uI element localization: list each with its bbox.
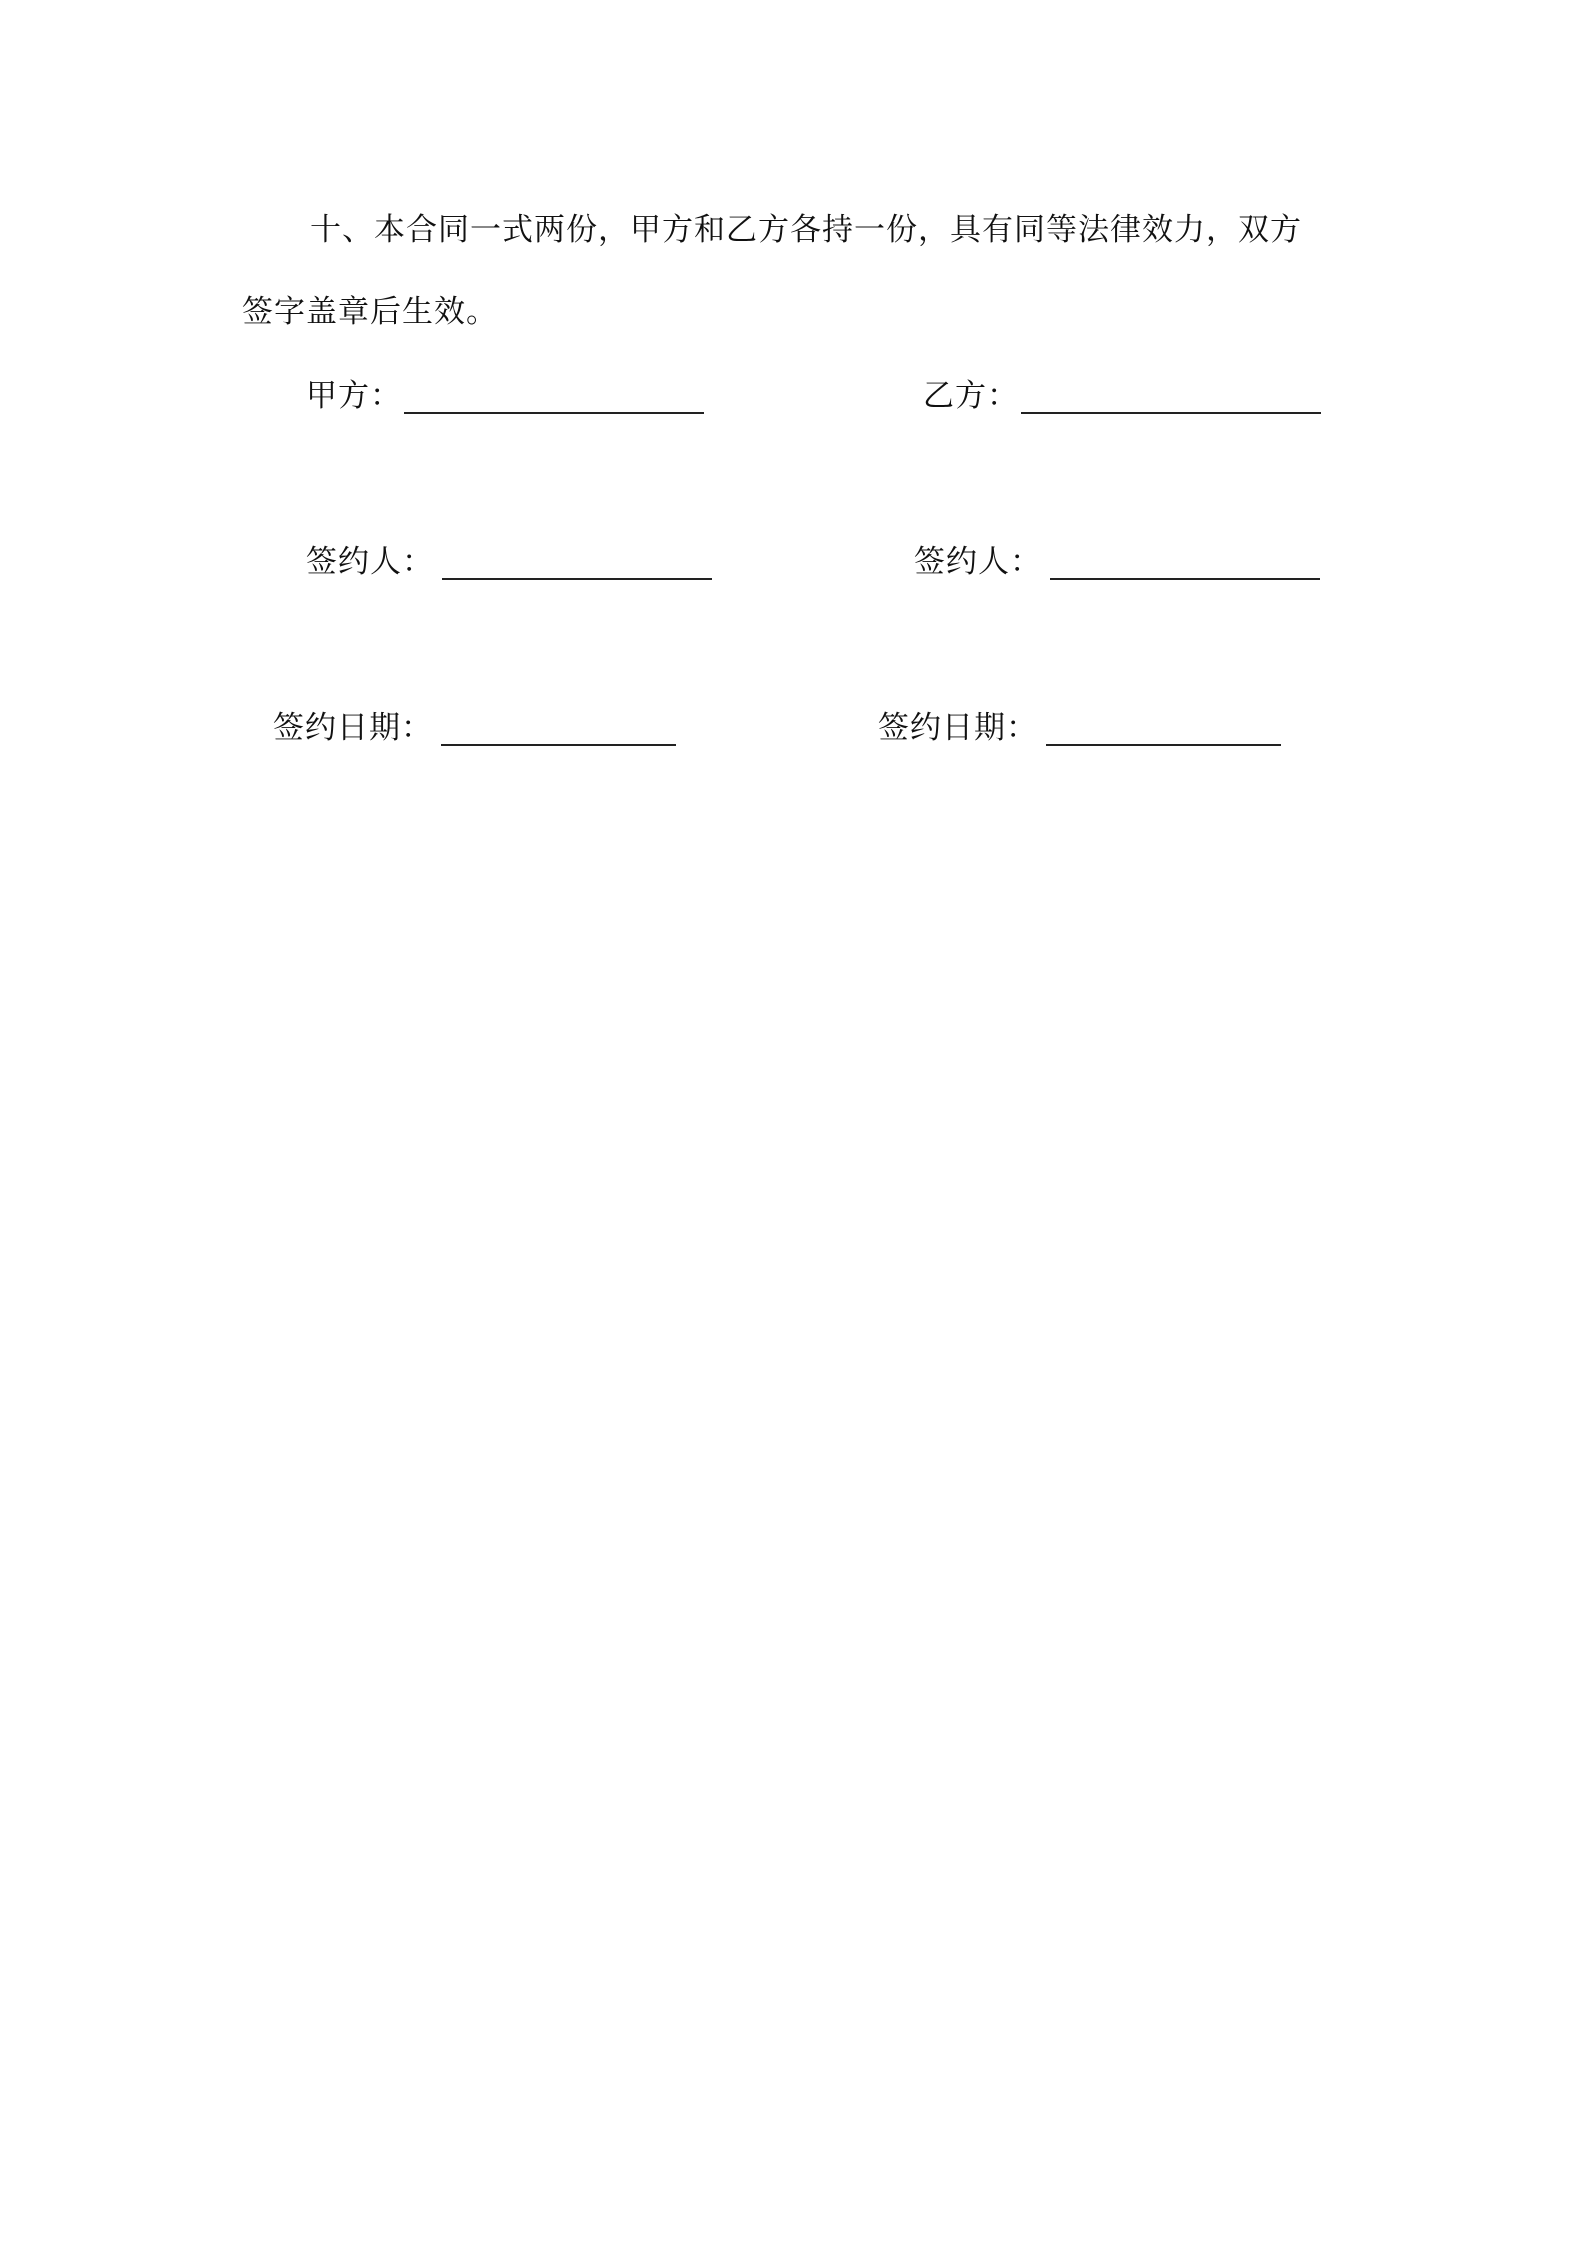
party-b-label: 乙方： — [923, 378, 1019, 414]
party-a-label: 甲方： — [306, 378, 402, 414]
signer-b-blank-line — [1050, 548, 1320, 580]
signer-a-field — [306, 542, 712, 582]
signer-a-label: 签约人： — [306, 544, 434, 580]
signer-b-label: 签约人： — [914, 544, 1042, 580]
date-b-label: 签约日期： — [878, 710, 1038, 746]
date-b-field — [878, 708, 1281, 748]
party-a-blank-line — [404, 382, 704, 414]
clause-ten-line-2: 签字盖章后生效。 — [242, 294, 498, 330]
party-b-blank-line — [1021, 382, 1321, 414]
date-a-blank-line — [441, 714, 676, 746]
signer-b-field — [914, 542, 1320, 582]
date-a-field — [273, 708, 676, 748]
party-b-field — [923, 376, 1321, 416]
date-b-blank-line — [1046, 714, 1281, 746]
clause-ten-line-1: 十、本合同一式两份，甲方和乙方各持一份，具有同等法律效力，双方 — [310, 212, 1302, 248]
signer-a-blank-line — [442, 548, 712, 580]
date-a-label: 签约日期： — [273, 710, 433, 746]
party-a-field — [306, 376, 704, 416]
